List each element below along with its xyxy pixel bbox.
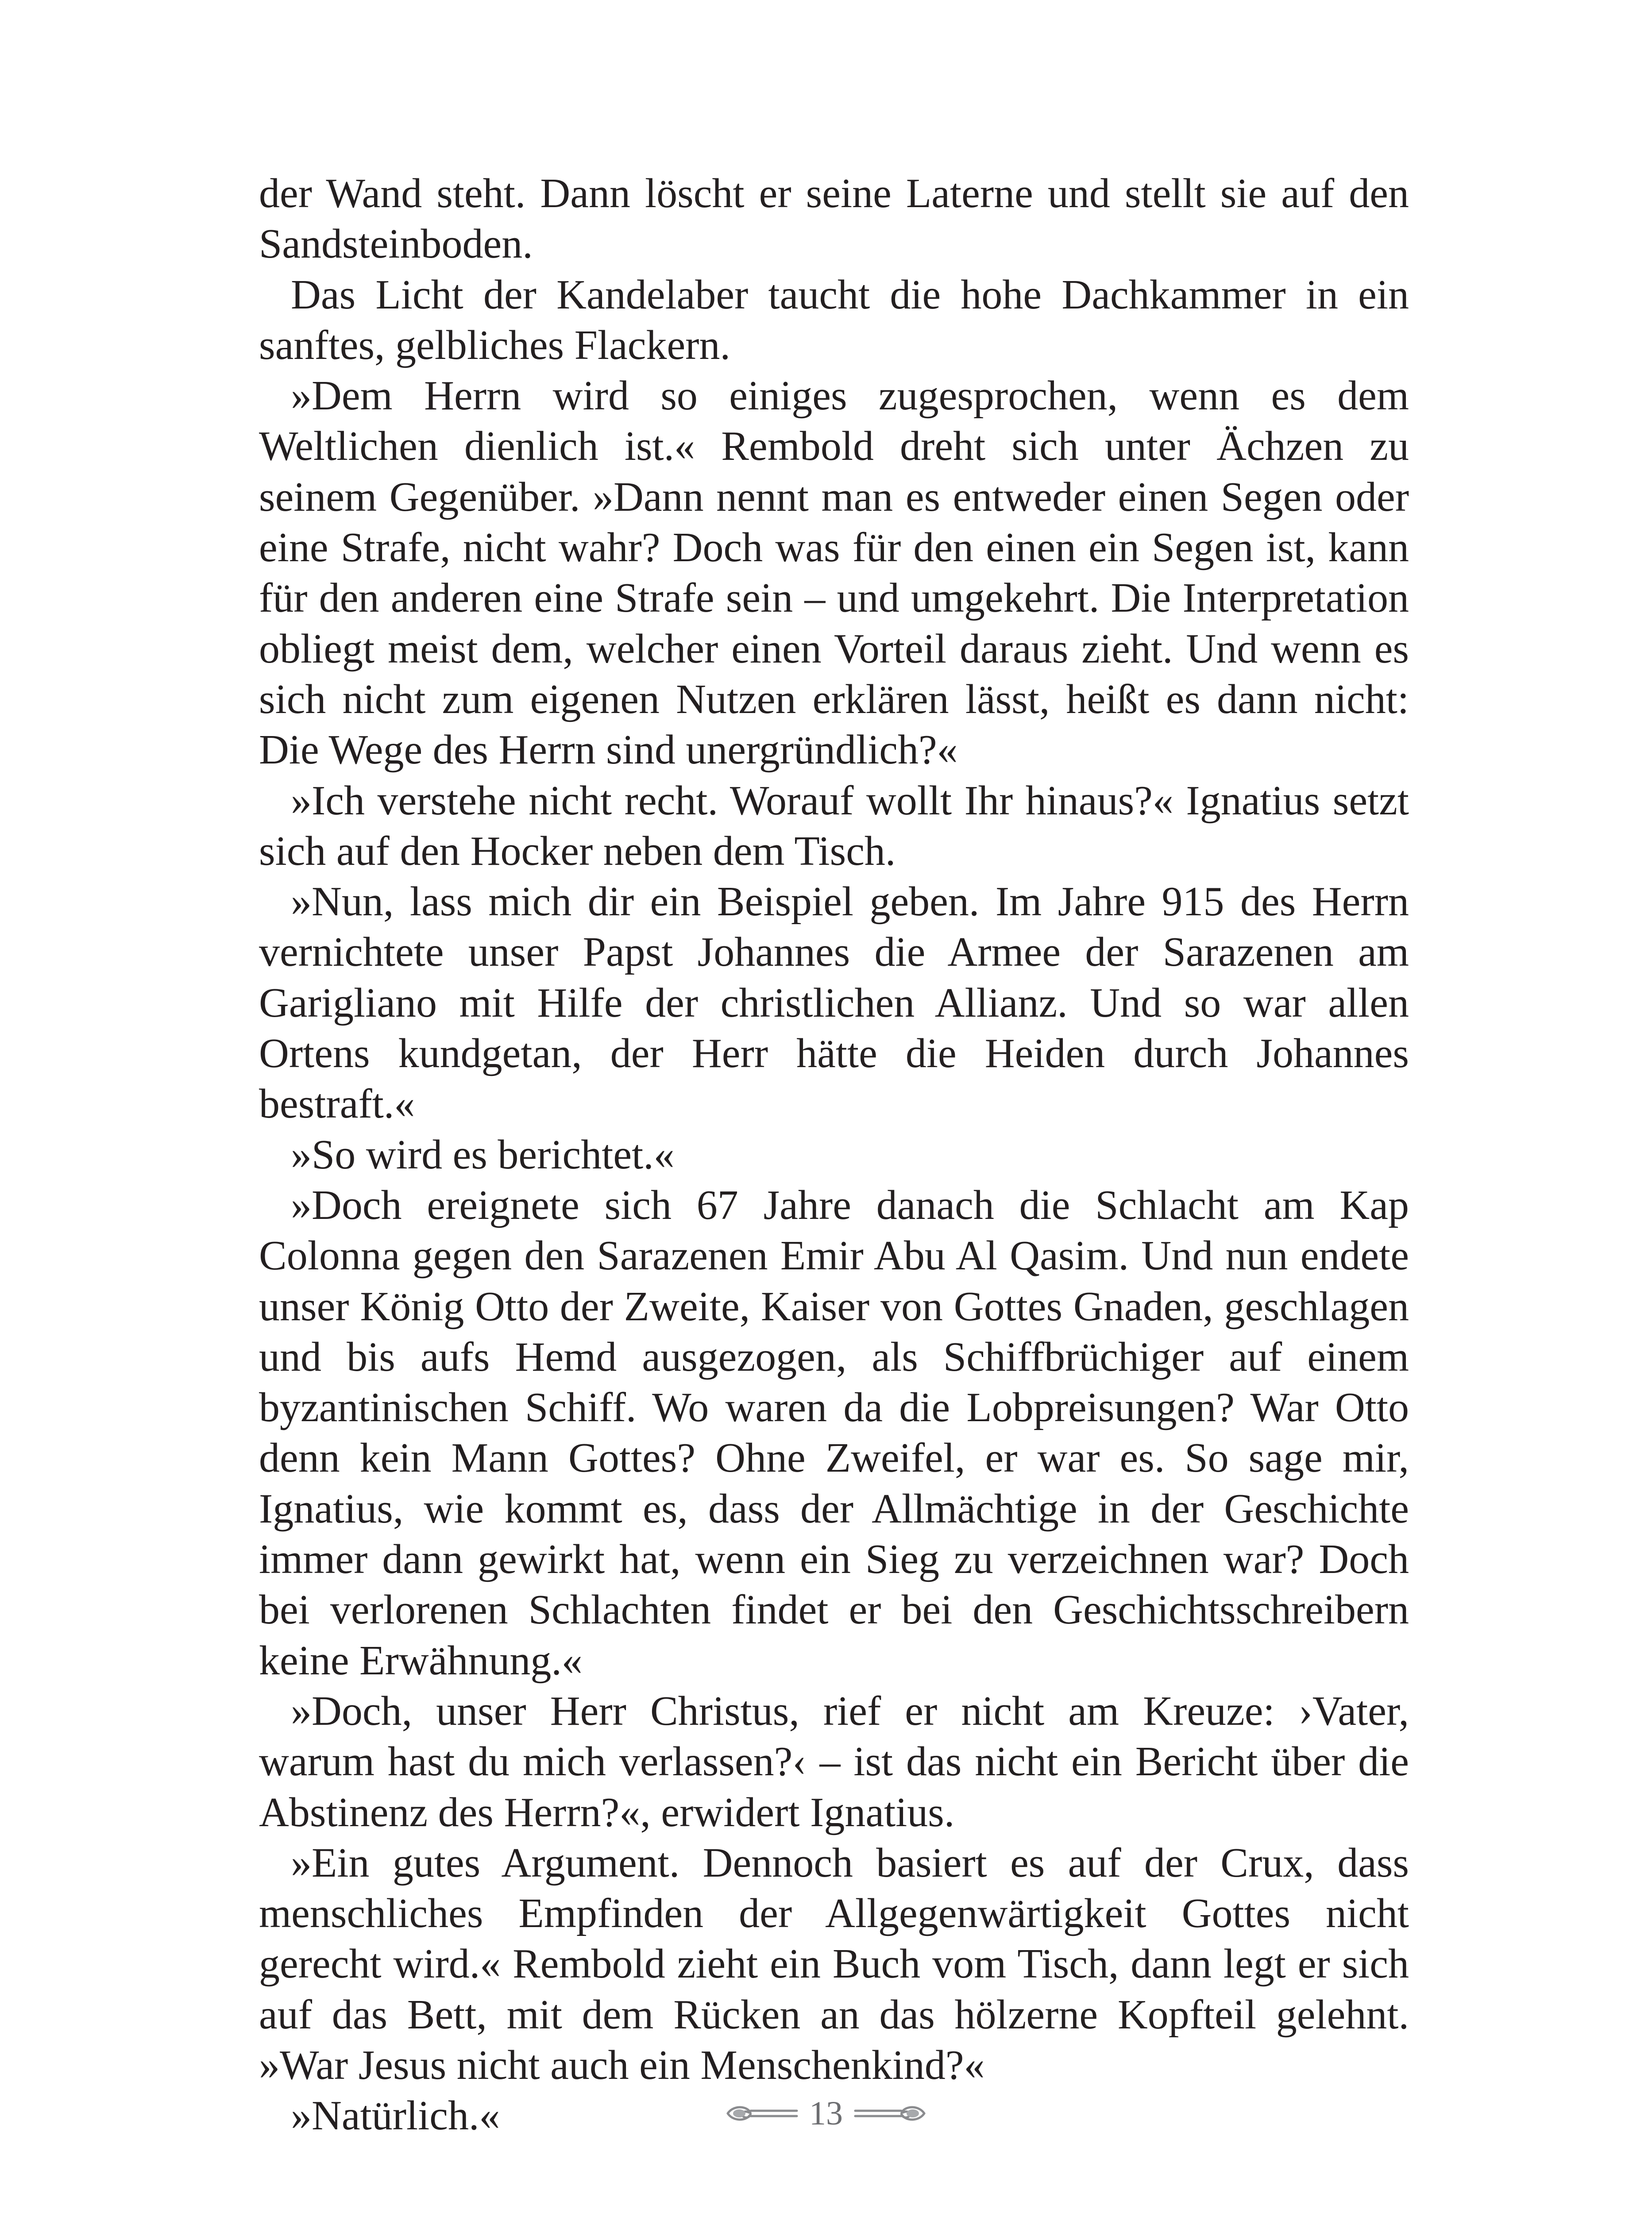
page-footer xyxy=(0,2089,1652,2138)
paragraph-7: »Doch ereignete sich 67 Jahre danach die Schlacht am Kap Colonna gegen den Sarazenen Emir Abu Al Qasim. Und nun endete unser König Otto der Zweite, Kaiser von Gottes Gnaden, geschlagen und bis aufs Hemd ausgezogen, als Schiffbrüchiger auf einem byzantinischen Schiff. Wo waren da die Lobpreisungen? War Otto denn kein Mann Gottes? Ohne Zweifel, er war es. So sage mir, Ignatius, wie kommt es, dass der Allmächtige in der Geschichte immer dann gewirkt hat, wenn ein Sieg zu verzeichnen war? Doch bei verlorenen Schlachten findet er bei den Geschichtsschreibern keine Erwähnung.« xyxy=(259,1182,1409,1684)
paragraph-3: »Dem Herrn wird so einiges zugesprochen, wenn es dem Weltlichen dienlich ist.« Rembold dreht sich unter Ächzen zu seinem Gegenüber. »Dann nennt man es entweder einen Segen oder eine Strafe, nicht wahr? Doch was für den einen ein Segen ist, kann für den anderen eine Strafe sein – und umgekehrt. Die Interpretation obliegt meist dem, welcher einen Vorteil daraus zieht. Und wenn es sich nicht zum eigenen Nutzen erklären lässt, heißt es dann nicht: Die Wege des Herrn sind unergründlich?« xyxy=(259,373,1409,773)
paragraph-1: der Wand steht. Dann löscht er seine Laterne und stellt sie auf den Sandsteinboden. xyxy=(259,170,1409,267)
page-number: 13 xyxy=(809,2095,843,2132)
paragraph-2: Das Licht der Kandelaber taucht die hohe Dachkammer in ein sanftes, gelbliches Flackern. xyxy=(259,271,1409,368)
paragraph-8: »Doch, unser Herr Christus, rief er nicht am Kreuze: ›Vater, warum hast du mich verlassen?‹ – ist das nicht ein Bericht über die Abstinenz des Herrn?«, erwidert Ignatius. xyxy=(259,1688,1409,1835)
paragraph-4: »Ich verstehe nicht recht. Worauf wollt Ihr hinaus?« Ignatius setzt sich auf den Hocker neben dem Tisch. xyxy=(259,777,1409,874)
paragraph-5: »Nun, lass mich dir ein Beispiel geben. Im Jahre 915 des Herrn vernichtete unser Papst Johannes die Armee der Sarazenen am Garigliano mit Hilfe der christlichen Allianz. Und so war allen Ortens kundgetan, der Herr hätte die Heiden durch Johannes bestraft.« xyxy=(259,879,1409,1127)
page-body xyxy=(259,168,1409,2141)
left-ornament-icon xyxy=(724,2102,799,2125)
paragraph-9: »Ein gutes Argument. Dennoch basiert es auf der Crux, dass menschliches Empfinden der Allgegenwärtigkeit Gottes nicht gerecht wird.« Rembold zieht ein Buch vom Tisch, dann legt er sich auf das Bett, mit dem Rücken an das hölzerne Kopfteil gelehnt. »War Jesus nicht auch ein Menschenkind?« xyxy=(259,1839,1409,2088)
right-ornament-icon xyxy=(853,2102,928,2125)
paragraph-6: »So wird es berichtet.« xyxy=(291,1131,675,1178)
paragraph-10: »Natürlich.« xyxy=(291,2093,500,2139)
